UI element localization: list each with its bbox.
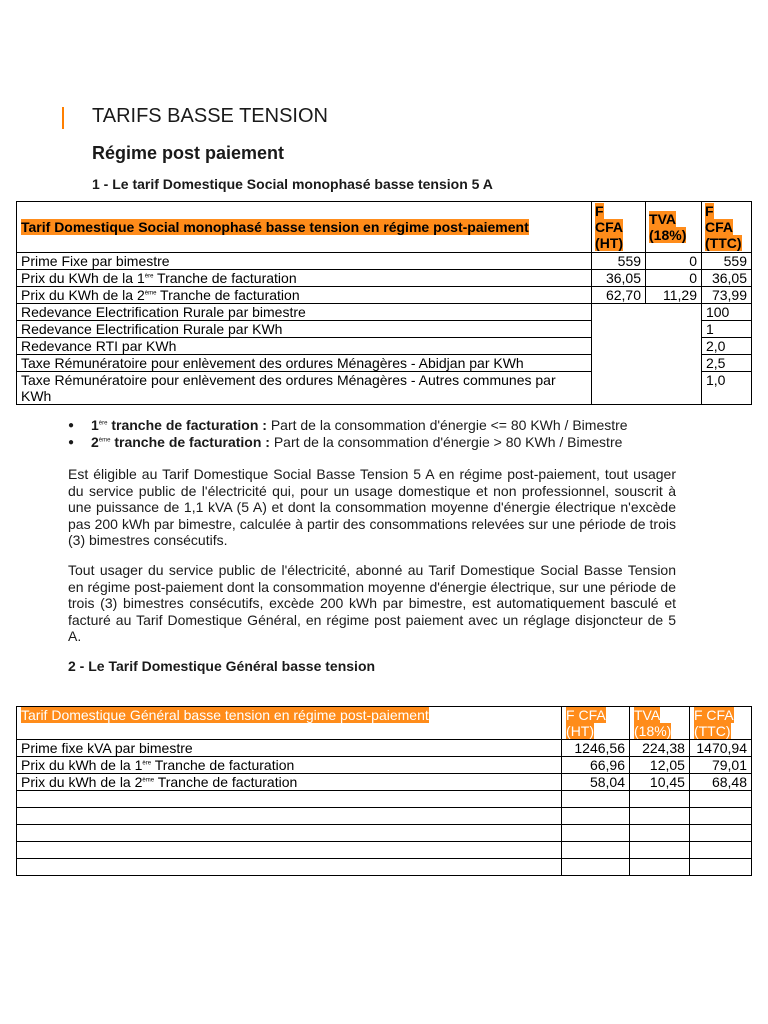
empty-table-row xyxy=(17,825,752,842)
empty-table-row xyxy=(17,791,752,808)
cell-ht: 66,96 xyxy=(562,757,630,774)
cell-ttc: 79,01 xyxy=(689,757,751,774)
cell-tva: 10,45 xyxy=(630,774,690,791)
cell-ht: 62,70 xyxy=(592,287,646,304)
empty-table-row xyxy=(17,808,752,825)
table-row xyxy=(17,757,752,774)
cell-ttc: 2,0 xyxy=(701,338,751,355)
cell-ht: 58,04 xyxy=(562,774,630,791)
bullet-icon: ● xyxy=(68,420,75,431)
list-item: ● 1ère tranche de facturation : Part de la consommation d'énergie <= 80 KWh / Bimestre xyxy=(68,417,628,433)
table-header-row xyxy=(17,202,752,253)
row-label: Prix du kWh de la 1ère Tranche de facturation xyxy=(17,757,562,774)
header-ht: F CFA (HT) xyxy=(562,707,630,740)
row-label: Prix du KWh de la 2ème Tranche de facturation xyxy=(17,287,592,304)
section-2-heading: 2 - Le Tarif Domestique Général basse tension xyxy=(68,658,376,674)
cell-ttc: 73,99 xyxy=(701,287,751,304)
table-row xyxy=(17,287,752,304)
cell-ht: 36,05 xyxy=(592,270,646,287)
header-ttc: F CFA (TTC) xyxy=(689,707,751,740)
row-label: Prime Fixe par bimestre xyxy=(17,253,592,270)
row-label: Prix du KWh de la 1ère Tranche de facturation xyxy=(17,270,592,287)
cell-tva: 11,29 xyxy=(646,287,702,304)
row-label: Taxe Rémunératoire pour enlèvement des ordures Ménagères - Autres communes par KWh xyxy=(17,372,592,405)
accent-bar xyxy=(62,107,64,129)
row-label: Taxe Rémunératoire pour enlèvement des ordures Ménagères - Abidjan par KWh xyxy=(17,355,592,372)
header-ht: F CFA (HT) xyxy=(592,202,646,253)
header-ttc: F CFA (TTC) xyxy=(701,202,751,253)
table-row xyxy=(17,304,752,321)
table-row xyxy=(17,270,752,287)
page-subtitle: Régime post paiement xyxy=(92,143,285,163)
cell-ttc: 559 xyxy=(701,253,751,270)
cell-tva: 0 xyxy=(646,253,702,270)
cell-ttc: 100 xyxy=(701,304,751,321)
empty-merged-cell xyxy=(592,304,702,405)
tranche-notes xyxy=(68,417,628,451)
cell-ttc: 68,48 xyxy=(689,774,751,791)
row-label: Prime fixe kVA par bimestre xyxy=(17,740,562,757)
cell-tva: 224,38 xyxy=(630,740,690,757)
tariff-table-social xyxy=(16,201,752,405)
header-tva: TVA (18%) xyxy=(646,202,702,253)
eligibility-paragraph: Est éligible au Tarif Domestique Social Basse Tension 5 A en régime post-paiement, tout usager du service public de l'électricité qui, pour un usage domestique et non professionnel, souscrit à une puissance de 1,1 kVA (5 A) et dont la consommation moyenne d'énergie électrique n'excède pas 200 kWh par bimestre, calculée à partir des consommations relevées sur une période de trois (3) bimestres consécutifs. xyxy=(68,466,676,548)
table-row xyxy=(17,774,752,791)
cell-ht: 559 xyxy=(592,253,646,270)
cell-ttc: 36,05 xyxy=(701,270,751,287)
switch-paragraph: Tout usager du service public de l'électricité, abonné au Tarif Domestique Social Basse Tension en régime post-paiement dont la consommation moyenne d'énergie électrique, sur une période de trois (3) bimestres consécutifs, excède 200 kWh par bimestre, est automatiquement basculé et facturé au Tarif Domestique Général, en régime post paiement avec un réglage disjoncteur de 5 A. xyxy=(68,562,676,644)
cell-ttc: 2,5 xyxy=(701,355,751,372)
section-1-heading: 1 - Le tarif Domestique Social monophasé basse tension 5 A xyxy=(92,176,493,192)
list-item: ● 2ème tranche de facturation : Part de la consommation d'énergie > 80 KWh / Bimestre xyxy=(68,434,623,450)
row-label: Redevance Electrification Rurale par KWh xyxy=(17,321,592,338)
table-header-label: Tarif Domestique Social monophasé basse tension en régime post-paiement xyxy=(17,202,592,253)
bullet-icon: ● xyxy=(68,437,75,448)
cell-tva: 12,05 xyxy=(630,757,690,774)
tariff-table-general xyxy=(16,706,752,876)
cell-ttc: 1,0 xyxy=(701,372,751,405)
table-row xyxy=(17,740,752,757)
table-header-label: Tarif Domestique Général basse tension en régime post-paiement xyxy=(17,707,562,740)
empty-table-row xyxy=(17,842,752,859)
table-row xyxy=(17,253,752,270)
row-label: Prix du kWh de la 2ème Tranche de facturation xyxy=(17,774,562,791)
row-label: Redevance RTI par KWh xyxy=(17,338,592,355)
cell-tva: 0 xyxy=(646,270,702,287)
cell-ht: 1246,56 xyxy=(562,740,630,757)
header-tva: TVA (18%) xyxy=(630,707,690,740)
page-title: TARIFS BASSE TENSION xyxy=(92,105,328,127)
cell-ttc: 1 xyxy=(701,321,751,338)
row-label: Redevance Electrification Rurale par bimestre xyxy=(17,304,592,321)
cell-ttc: 1470,94 xyxy=(689,740,751,757)
table-header-row xyxy=(17,707,752,740)
empty-table-row xyxy=(17,859,752,876)
